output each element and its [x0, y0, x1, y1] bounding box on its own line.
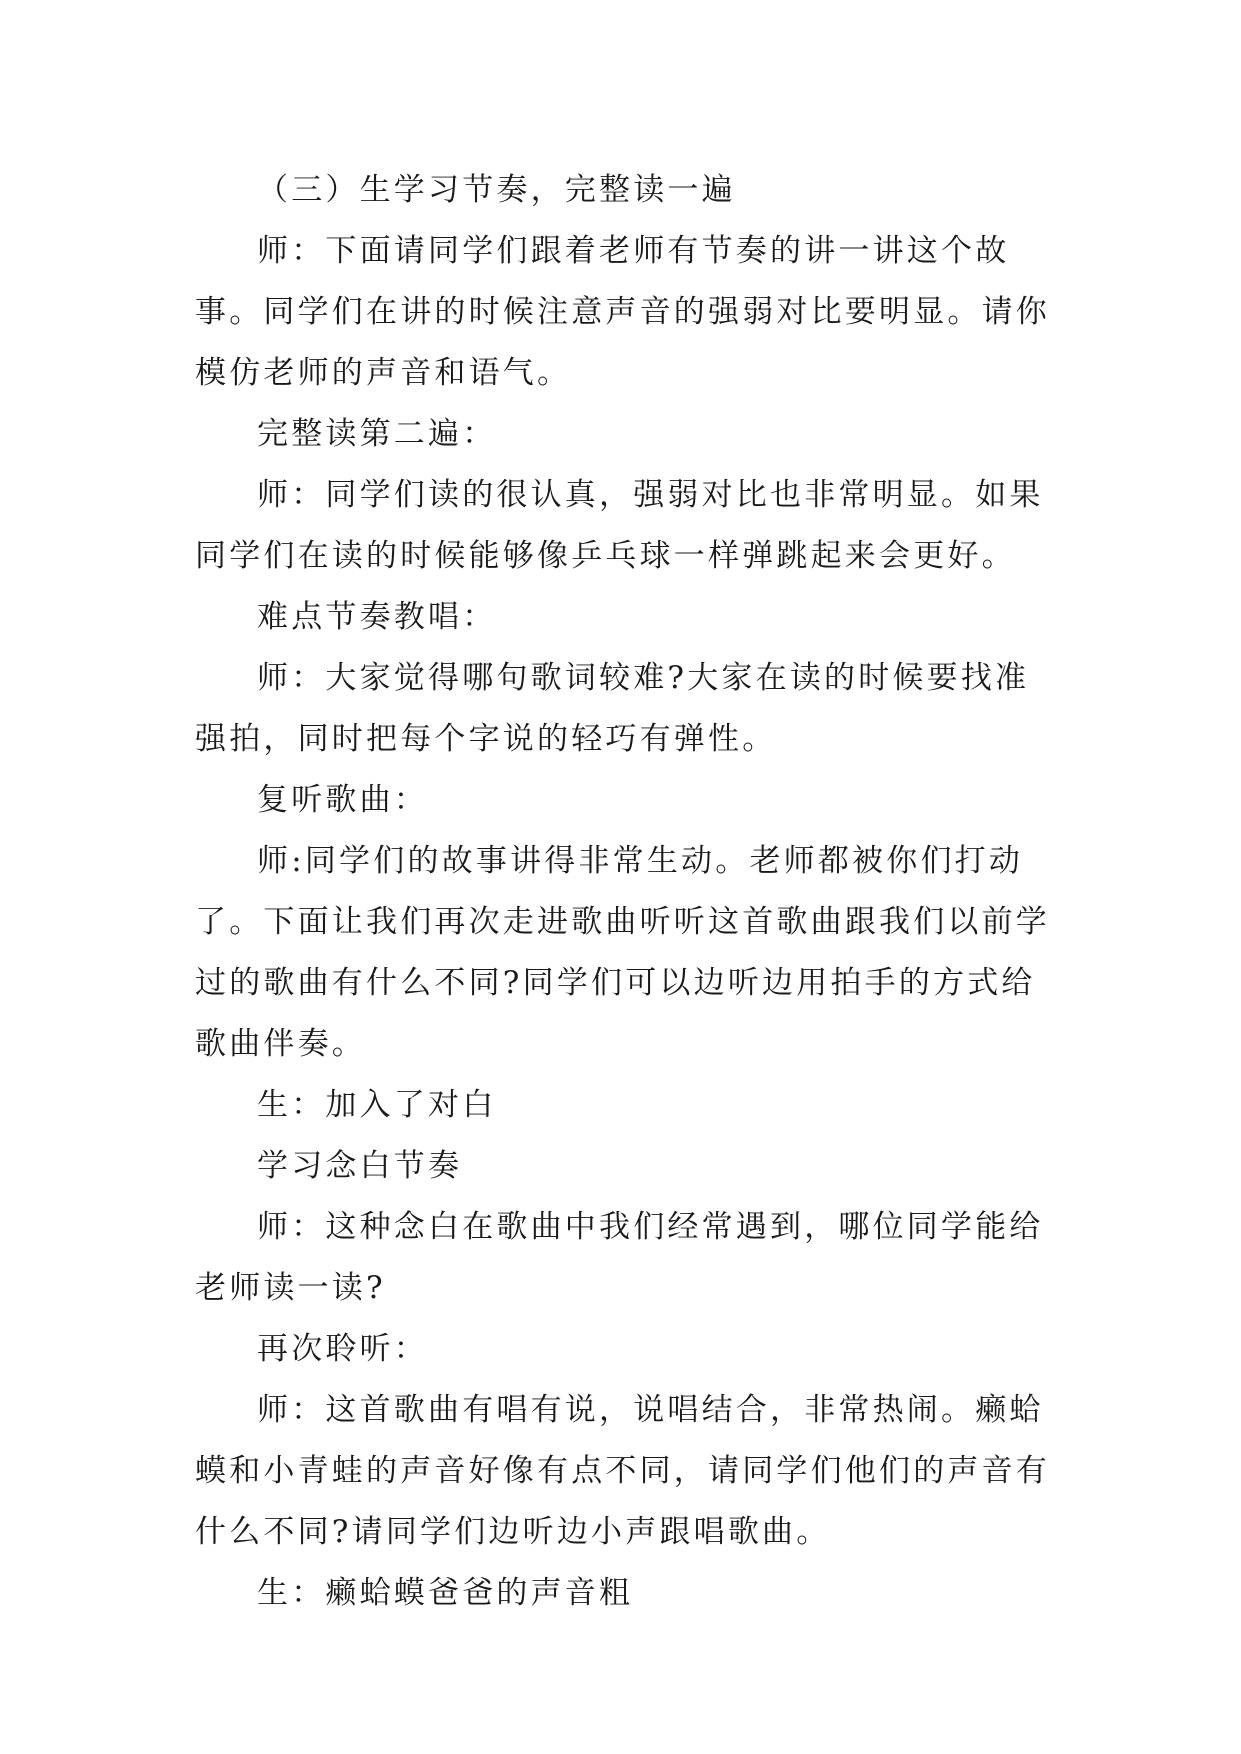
paragraph-teacher-line: 师：同学们读的很认真，强弱对比也非常明显。如果同学们在读的时候能够像乒乓球一样弹跳起来会更好。 [195, 477, 1044, 574]
paragraph-step-label: 复听歌曲： [257, 782, 428, 818]
document-body [195, 160, 1050, 1624]
paragraph-step-label: 完整读第二遍： [257, 416, 497, 452]
paragraph-teacher-line: 师：这种念白在歌曲中我们经常遇到，哪位同学能给老师读一读? [195, 1209, 1044, 1306]
paragraph-step-label: 难点节奏教唱： [257, 599, 497, 635]
paragraph-student-line: 生：癞蛤蟆爸爸的声音粗 [257, 1575, 634, 1611]
paragraph-teacher-line: 师：大家觉得哪句歌词较难?大家在读的时候要找准强拍，同时把每个字说的轻巧有弹性。 [195, 660, 1030, 757]
paragraph-section-heading: （三）生学习节奏，完整读一遍 [257, 172, 736, 208]
paragraph-student-line: 生：加入了对白 [257, 1087, 497, 1123]
paragraph-step-label: 学习念白节奏 [257, 1148, 463, 1184]
paragraph-step-label: 再次聆听： [257, 1331, 428, 1367]
paragraph-teacher-line: 师：下面请同学们跟着老师有节奏的讲一讲这个故事。同学们在讲的时候注意声音的强弱对比要明显。请你模仿老师的声音和语气。 [195, 233, 1050, 391]
paragraph-teacher-line: 师:同学们的故事讲得非常生动。老师都被你们打动了。下面让我们再次走进歌曲听听这首歌曲跟我们以前学过的歌曲有什么不同?同学们可以边听边用拍手的方式给歌曲伴奏。 [195, 843, 1050, 1062]
paragraph-teacher-line: 师：这首歌曲有唱有说，说唱结合，非常热闹。癞蛤蟆和小青蛙的声音好像有点不同，请同学们他们的声音有什么不同?请同学们边听边小声跟唱歌曲。 [195, 1392, 1050, 1550]
